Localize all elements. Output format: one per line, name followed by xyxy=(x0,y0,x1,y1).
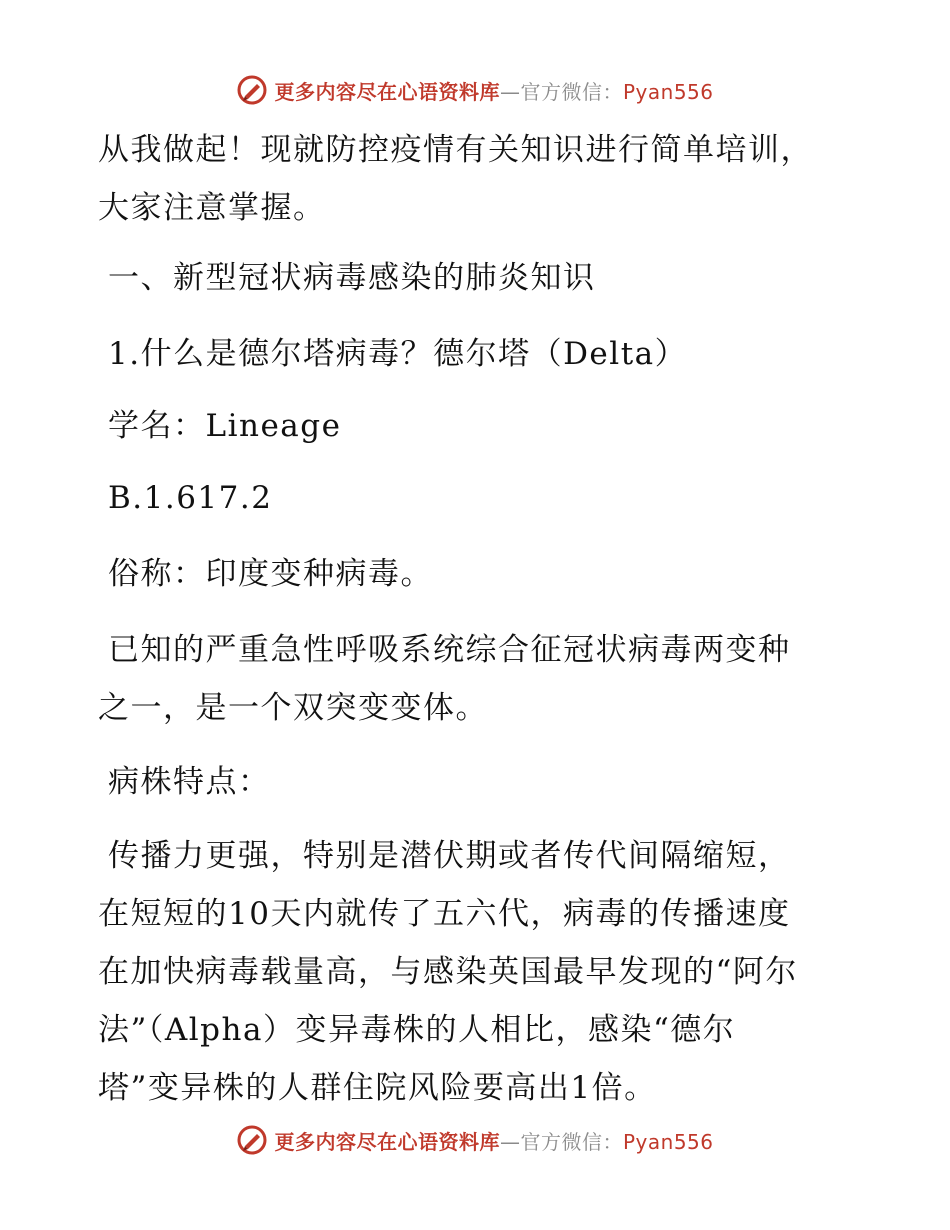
paragraph-line: 从我做起！现就防控疫情有关知识进行简单培训， xyxy=(98,132,813,168)
section-heading: 一、新型冠状病毒感染的肺炎知识 xyxy=(108,260,596,296)
dash: — xyxy=(499,79,521,104)
subsection-heading: 1.什么是德尔塔病毒？德尔塔（Delta） xyxy=(108,336,688,372)
footer-watermark xyxy=(0,1120,950,1160)
paragraph-line: 法”（Alpha）变异毒株的人相比，感染“德尔 xyxy=(98,1012,736,1048)
paragraph-line: 在加快病毒载量高，与感染英国最早发现的“阿尔 xyxy=(98,954,798,990)
paragraph-line: 学名：Lineage xyxy=(108,408,342,444)
watermark-text xyxy=(274,76,713,105)
paragraph-line: 传播力更强，特别是潜伏期或者传代间隔缩短， xyxy=(108,838,791,874)
paragraph-line: 俗称：印度变种病毒。 xyxy=(108,556,433,592)
dash: — xyxy=(499,1129,521,1154)
paragraph-line: 大家注意掌握。 xyxy=(98,190,326,226)
paragraph-line: 病株特点： xyxy=(108,764,271,800)
paragraph-line: 在短短的10天内就传了五六代，病毒的传播速度 xyxy=(98,896,791,932)
wechat-label: 官方微信： xyxy=(520,1129,623,1154)
paragraph-line: 之一，是一个双突变变体。 xyxy=(98,690,488,726)
pen-logo-icon xyxy=(236,1124,268,1156)
watermark-text xyxy=(274,1126,713,1155)
wechat-id: Pyan556 xyxy=(622,1129,714,1154)
paragraph-line: 已知的严重急性呼吸系统综合征冠状病毒两变种 xyxy=(108,632,791,668)
site-name: 更多内容尽在心语资料库 xyxy=(274,1129,500,1154)
pen-logo-icon xyxy=(236,74,268,106)
site-name: 更多内容尽在心语资料库 xyxy=(274,79,500,104)
header-watermark xyxy=(0,70,950,110)
wechat-id: Pyan556 xyxy=(622,79,714,104)
paragraph-line: 塔”变异株的人群住院风险要高出1倍。 xyxy=(98,1070,657,1106)
paragraph-line: B.1.617.2 xyxy=(108,480,273,516)
wechat-label: 官方微信： xyxy=(520,79,623,104)
